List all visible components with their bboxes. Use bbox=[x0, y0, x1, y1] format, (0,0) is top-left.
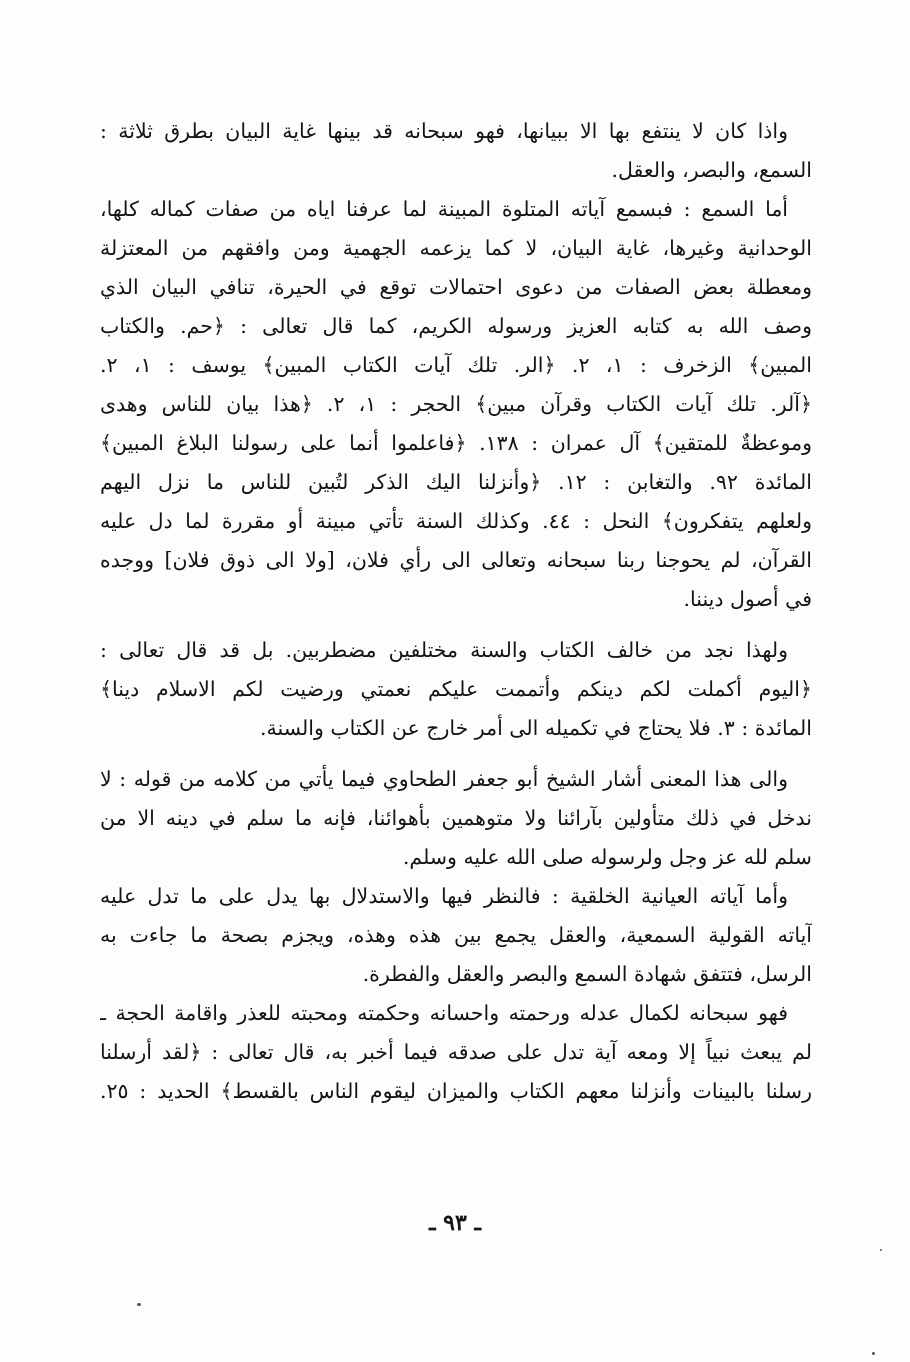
text-line: ﴿اليوم أكملت لكم دينكم وأتممت عليكم نعمتي ورضيت لكم الاسلام دينا﴾ bbox=[100, 677, 812, 701]
paragraph bbox=[100, 190, 812, 619]
paragraph bbox=[100, 760, 812, 877]
text-line: ولعلهم يتفكرون﴾ النحل : ٤٤. وكذلك السنة تأتي مبينة أو مقررة لما دل عليه bbox=[100, 509, 812, 533]
text-line: سلم لله عز وجل ولرسوله صلى الله عليه وسلم. bbox=[402, 845, 812, 869]
text-line: ومعطلة بعض الصفات من دعوى احتمالات توقع في الحيرة، تنافي البيان الذي bbox=[100, 275, 812, 299]
text-line: في أصول ديننا. bbox=[683, 587, 812, 611]
text-line: ﴿آلر. تلك آيات الكتاب وقرآن مبين﴾ الحجر : ١، ٢. ﴿هذا بيان للناس وهدى bbox=[100, 392, 812, 416]
text-line: واذا كان لا ينتفع بها الا ببيانها، فهو سبحانه قد بينها غاية البيان بطرق ثلاثة : bbox=[100, 119, 788, 143]
scan-speck bbox=[872, 1352, 875, 1355]
text-line: السمع، والبصر، والعقل. bbox=[611, 158, 812, 182]
text-line: الرسل، فتتفق شهادة السمع والبصر والعقل والفطرة. bbox=[362, 962, 812, 986]
paragraph bbox=[100, 631, 812, 748]
text-line: المائدة ٩٢. والتغابن : ١٢. ﴿وأنزلنا اليك الذكر لتُبين للناس ما نزل اليهم bbox=[100, 470, 812, 494]
paragraph bbox=[100, 877, 812, 994]
text-line: وصف الله به كتابه العزيز ورسوله الكريم، كما قال تعالى : ﴿حم. والكتاب bbox=[100, 314, 812, 338]
text-line: لم يبعث نبياً إلا ومعه آية تدل على صدقه فيما أخبر به، قال تعالى : ﴿لقد أرسلنا bbox=[100, 1040, 812, 1064]
paragraph bbox=[100, 112, 812, 190]
text-line: رسلنا بالبينات وأنزلنا معهم الكتاب والميزان ليقوم الناس بالقسط﴾ الحديد : ٢٥. bbox=[100, 1079, 812, 1103]
text-line: ولهذا نجد من خالف الكتاب والسنة مختلفين مضطربين. بل قد قال تعالى : bbox=[100, 638, 788, 662]
text-line: آياته القولية السمعية، والعقل يجمع بين هذه وهذه، ويجزم بصحة ما جاءت به bbox=[100, 923, 812, 947]
page-number: ـ ٩٣ ـ bbox=[429, 1210, 481, 1236]
text-line: ندخل في ذلك متأولين بآرائنا ولا متوهمين بأهوائنا، فإنه ما سلم في دينه الا من bbox=[100, 806, 812, 830]
text-line: والى هذا المعنى أشار الشيخ أبو جعفر الطحاوي فيما يأتي من كلامه من قوله : لا bbox=[100, 767, 788, 791]
body-text bbox=[100, 112, 812, 1111]
text-line: أما السمع : فبسمع آياته المتلوة المبينة لما عرفنا اياه من صفات كماله كلها، bbox=[100, 197, 788, 221]
text-line: القرآن، لم يحوجنا ربنا سبحانه وتعالى الى رأي فلان، [ولا الى ذوق فلان] ووجده bbox=[100, 548, 812, 572]
paragraph bbox=[100, 994, 812, 1111]
text-line: فهو سبحانه لكمال عدله ورحمته واحسانه وحكمته ومحبته للعذر واقامة الحجة ـ bbox=[100, 1001, 788, 1025]
scan-speck bbox=[137, 1303, 141, 1306]
text-line: وموعظةٌ للمتقين﴾ آل عمران : ١٣٨. ﴿فاعلموا أنما على رسولنا البلاغ المبين﴾ bbox=[100, 431, 812, 455]
scan-speck bbox=[880, 1249, 882, 1251]
text-line: وأما آياته العيانية الخلقية : فالنظر فيها والاستدلال بها يدل على ما تدل عليه bbox=[100, 884, 788, 908]
text-line: المائدة : ٣. فلا يحتاج في تكميله الى أمر خارج عن الكتاب والسنة. bbox=[260, 716, 812, 740]
text-line: المبين﴾ الزخرف : ١، ٢. ﴿الر. تلك آيات الكتاب المبين﴾ يوسف : ١، ٢. bbox=[100, 353, 812, 377]
text-line: الوحدانية وغيرها، غاية البيان، لا كما يزعمه الجهمية ومن وافقهم من المعتزلة bbox=[100, 236, 812, 260]
